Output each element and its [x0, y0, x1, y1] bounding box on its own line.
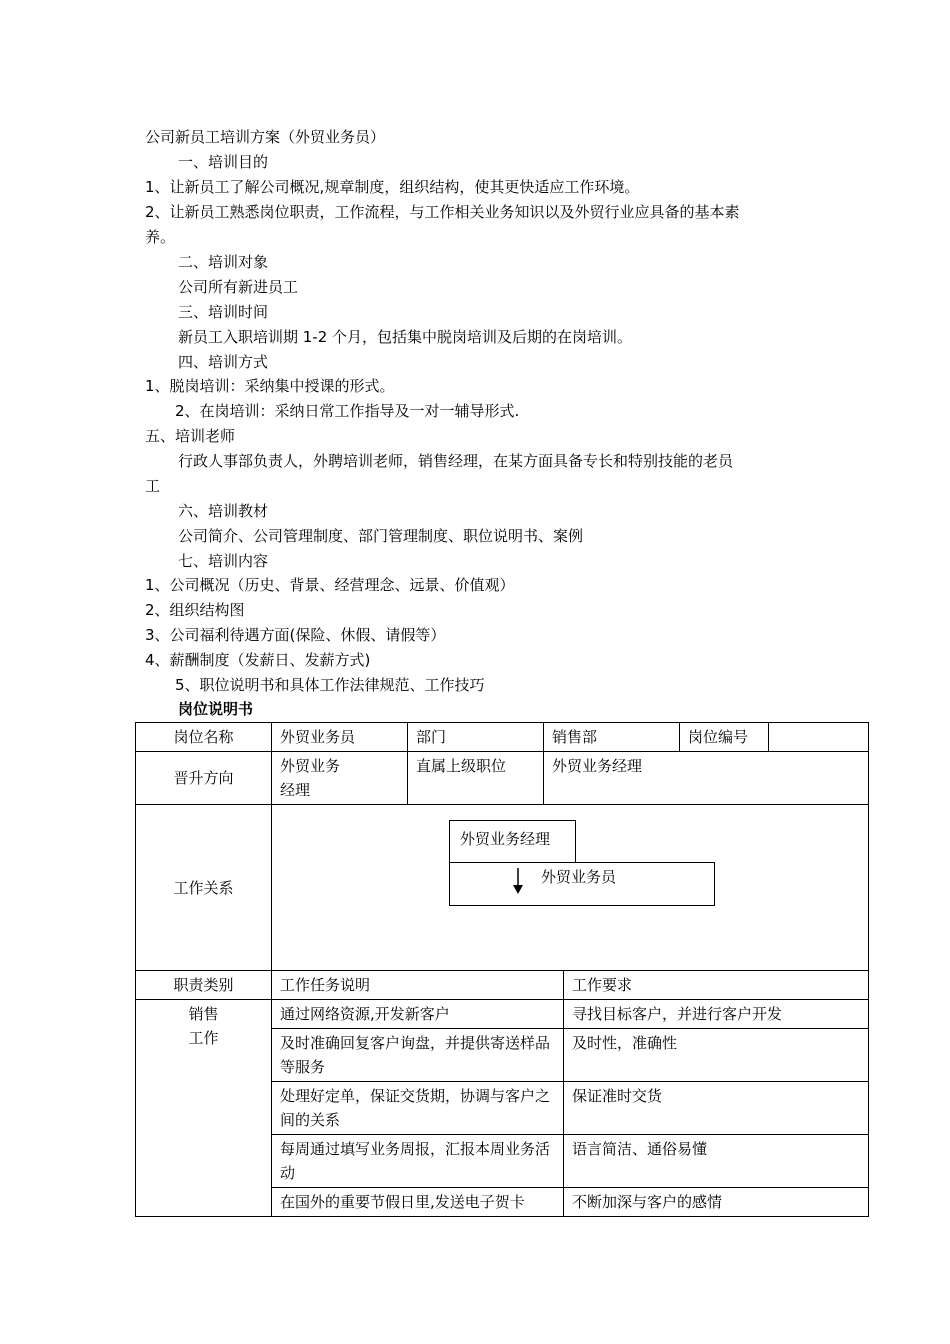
job-description-table: [135, 722, 869, 1217]
duty-requirement: 不断加深与客户的感情: [564, 1188, 869, 1217]
purpose-item-2: 2、让新员工熟悉岗位职责，工作流程，与工作相关业务知识以及外贸行业应具备的基本素: [145, 203, 740, 221]
duty-task: 每周通过填写业务周报，汇报本周业务活动: [272, 1135, 564, 1188]
header-duty-category: 职责类别: [136, 971, 272, 1000]
table-row: [136, 971, 869, 1000]
table-title: 岗位说明书: [178, 700, 254, 718]
promotion-line-1: 外贸业务: [280, 757, 341, 775]
value-position-code: [769, 723, 869, 752]
section-heading-materials: 六、培训教材: [178, 502, 269, 520]
method-item-2: 2、在岗培训：采纳日常工作指导及一对一辅导形式.: [175, 402, 520, 420]
document-title: 公司新员工培训方案（外贸业务员）: [145, 128, 386, 146]
table-row: [136, 805, 869, 971]
label-promotion: 晋升方向: [136, 752, 272, 805]
trainers-text-cont: 工: [145, 477, 161, 495]
table-row: [136, 1000, 869, 1029]
org-box-staff: 外贸业务员: [449, 862, 715, 906]
section-heading-content: 七、培训内容: [178, 552, 269, 570]
purpose-item-1: 1、让新员工了解公司概况,规章制度，组织结构，使其更快适应工作环境。: [145, 178, 640, 196]
time-text: 新员工入职培训期 1-2 个月，包括集中脱岗培训及后期的在岗培训。: [178, 328, 633, 346]
duty-requirement: 及时性，准确性: [564, 1029, 869, 1082]
content-item-1: 1、公司概况（历史、背景、经营理念、远景、价值观）: [145, 576, 515, 594]
label-position-name: 岗位名称: [136, 723, 272, 752]
label-position-code: 岗位编号: [680, 723, 769, 752]
purpose-item-2-cont: 养。: [145, 228, 176, 246]
section-heading-purpose: 一、培训目的: [178, 153, 269, 171]
header-task-description: 工作任务说明: [272, 971, 564, 1000]
arrow-down-icon: [512, 868, 524, 894]
section-heading-trainers: 五、培训老师: [145, 427, 236, 445]
section-heading-audience: 二、培训对象: [178, 253, 269, 271]
section-heading-time: 三、培训时间: [178, 303, 269, 321]
label-department: 部门: [408, 723, 544, 752]
content-item-3: 3、公司福利待遇方面(保险、休假、请假等）: [145, 626, 446, 644]
duty-task: 通过网络资源,开发新客户: [272, 1000, 564, 1029]
header-requirements: 工作要求: [564, 971, 869, 1000]
audience-text: 公司所有新进员工: [178, 278, 299, 296]
label-work-relations: 工作关系: [136, 805, 272, 971]
value-position-name: 外贸业务员: [272, 723, 408, 752]
table-row: [136, 752, 869, 805]
materials-text: 公司简介、公司管理制度、部门管理制度、职位说明书、案例: [178, 527, 584, 545]
content-item-2: 2、组织结构图: [145, 601, 245, 619]
value-department: 销售部: [544, 723, 680, 752]
trainers-text: 行政人事部负责人，外聘培训老师，销售经理，在某方面具备专长和特别技能的老员: [178, 452, 734, 470]
value-promotion: [272, 752, 408, 805]
duty-requirement: 寻找目标客户，并进行客户开发: [564, 1000, 869, 1029]
content-item-5: 5、职位说明书和具体工作法律规范、工作技巧: [175, 676, 485, 694]
duty-category-sales: 销售 工作: [136, 1000, 272, 1217]
duty-requirement: 语言简洁、通俗易懂: [564, 1135, 869, 1188]
duty-task: 及时准确回复客户询盘，并提供寄送样品等服务: [272, 1029, 564, 1082]
section-heading-method: 四、培训方式: [178, 353, 269, 371]
table-row: [136, 723, 869, 752]
method-item-1: 1、脱岗培训：采纳集中授课的形式。: [145, 377, 395, 395]
org-box-manager: 外贸业务经理: [449, 820, 576, 863]
duty-requirement: 保证准时交货: [564, 1082, 869, 1135]
value-supervisor: 外贸业务经理: [544, 752, 869, 805]
duty-task: 处理好定单，保证交货期，协调与客户之间的关系: [272, 1082, 564, 1135]
duty-task: 在国外的重要节假日里,发送电子贺卡: [272, 1188, 564, 1217]
label-supervisor: 直属上级职位: [408, 752, 544, 805]
content-item-4: 4、薪酬制度（发薪日、发薪方式): [145, 651, 371, 669]
work-relations-diagram: [272, 805, 869, 971]
promotion-line-2: 经理: [280, 781, 311, 799]
